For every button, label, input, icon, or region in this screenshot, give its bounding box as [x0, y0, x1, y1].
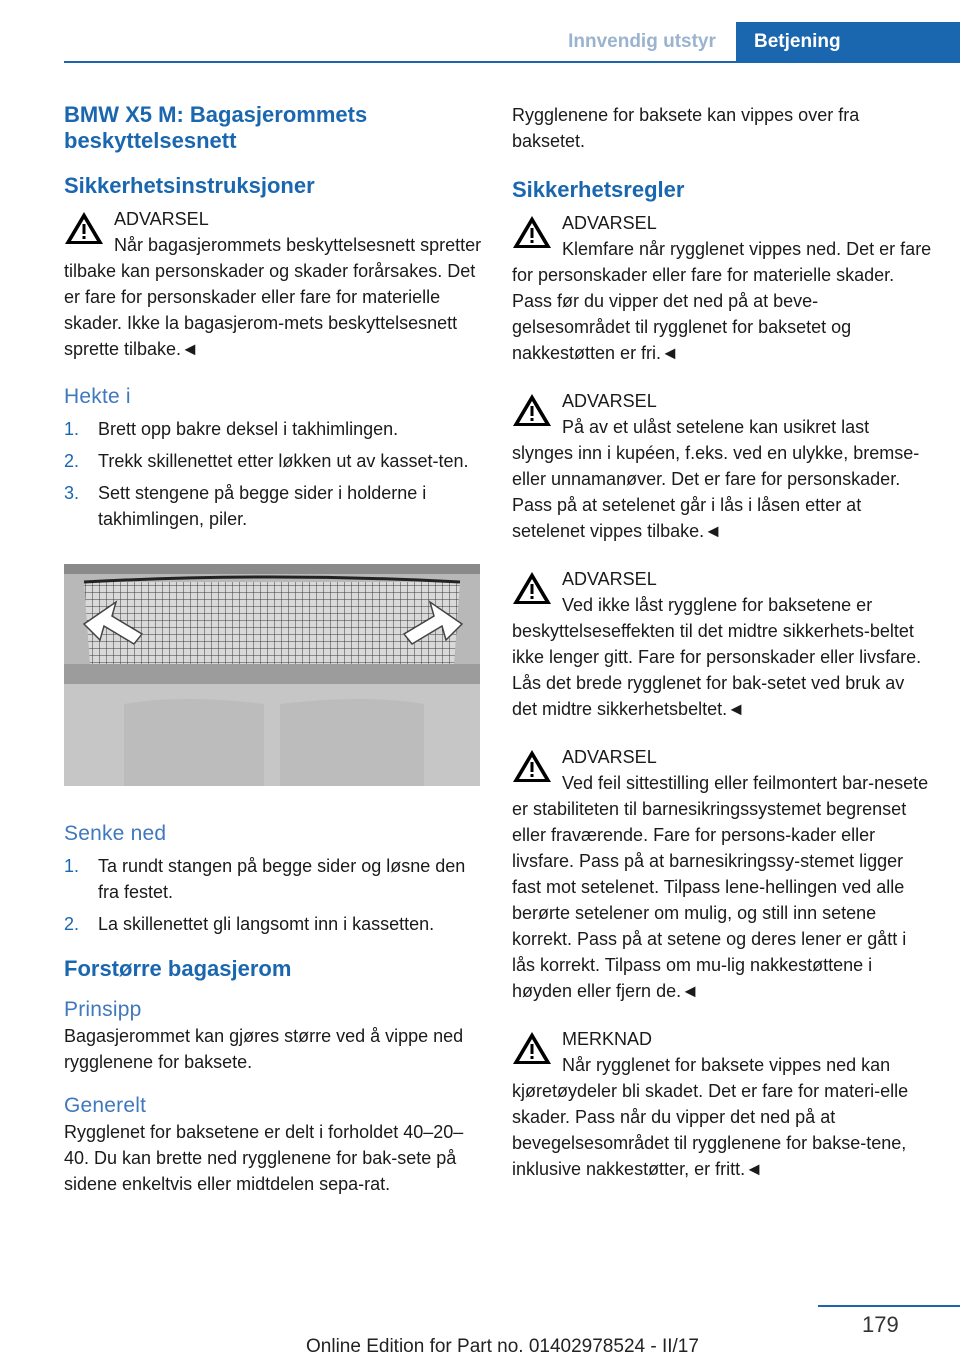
warning-text: Klemfare når rygglenet vippes ned. Det er fare for personskader eller fare for materielle skader. Pass før du vipper det ned på at beve-gelsesområdet til rygglenet for baksetet og nakkestøtten er fri.◄ [512, 239, 932, 363]
heading-safety: Sikkerhetsinstruksjoner [64, 173, 315, 198]
warning-block [512, 210, 932, 366]
notice-label: MERKNAD [562, 1029, 653, 1049]
warning-icon [512, 1030, 552, 1066]
heading-hook: Hekte i [64, 385, 131, 408]
warning-label: ADVARSEL [562, 569, 657, 589]
list-item: 1. Ta rundt stangen på begge sider og løsne den fra festet. [64, 856, 466, 902]
heading-lower: Senke ned [64, 822, 167, 845]
warning-icon [512, 570, 552, 606]
principle-text: Bagasjerommet kan gjøres større ved å vippe ned rygglenene for baksete. [64, 1026, 464, 1072]
list-item: 2. Trekk skillenettet etter løkken ut av kasset-ten. [64, 451, 469, 471]
warning-block [512, 566, 932, 722]
warning-block [512, 388, 932, 544]
page-number: 179 [862, 1312, 899, 1337]
warning-icon [64, 210, 104, 246]
heading-general: Generelt [64, 1094, 147, 1117]
warning-block [512, 744, 932, 1004]
warning-icon [512, 392, 552, 428]
warning-text: Ved ikke låst rygglene for baksetene er beskyttelseseffekten til det midtre sikkerhets-beltet ikke lenger gitt. Fare for personskader eller livsfare. Lås det brede rygglenet for bak-setet ved bruk av det midtre sikkerhetsbeltet.◄ [512, 595, 922, 719]
warning-label: ADVARSEL [562, 213, 657, 233]
intro-text: Rygglenene for baksete kan vippes over fra baksetet. [512, 105, 860, 151]
notice-text: Når rygglenet for baksete vippes ned kan kjøretøydeler bli skadet. Det er fare for materi-elle skader. Pass når du vipper det ned på at bevegelsesområdet til rygglenene for bakse-tene, inklusive nakkestøtter, er fritt.◄ [512, 1055, 909, 1179]
hook-steps [64, 416, 482, 532]
warning-label: ADVARSEL [114, 209, 209, 229]
heading-rules: Sikkerhetsregler [512, 177, 685, 202]
luggage-net-photo [64, 564, 480, 786]
notice-block [512, 1026, 932, 1182]
warning-icon [512, 748, 552, 784]
left-column [64, 102, 482, 1197]
tab-betjening[interactable]: Betjening [736, 22, 960, 62]
list-item: 2. La skillenettet gli langsomt inn i kassetten. [64, 914, 435, 934]
list-item: 3. Sett stengene på begge sider i holderne i takhimlingen, piler. [64, 483, 427, 529]
right-column [512, 102, 932, 1204]
edition-line: Online Edition for Part no. 01402978524 - II/17 [306, 1336, 699, 1357]
lower-steps [64, 853, 482, 937]
warning-label: ADVARSEL [562, 747, 657, 767]
list-item: 1. Brett opp bakre deksel i takhimlingen. [64, 419, 399, 439]
warning-label: ADVARSEL [562, 391, 657, 411]
warning-block [64, 206, 482, 362]
warning-icon [512, 214, 552, 250]
warning-text: Ved feil sittestilling eller feilmontert bar-nesete er stabiliteten til barnesikringssystemet begrenset eller fraværende. Fare for persons-kader eller livsfare. Pass på at barnesikringssy-stemet ligger fast mot setelenet. Tilpass lene-hellingen ved alle berørte setelener om mulig, og still inn setene korrekt. Pass på at setene og deres lener er gått i lås korrekt. Tilpass om mu-lig nakkestøttene i høyden eller fjern de.◄ [512, 773, 929, 1001]
general-text: Rygglenet for baksetene er delt i forholdet 40–20–40. Du kan brette ned rygglenene for bak-sete på sidene enkeltvis eller midtdelen sepa-rat. [64, 1122, 464, 1194]
page-title: BMW X5 M: Bagasjerommets beskyttelsesnett [64, 102, 368, 153]
tab-innvendig-utstyr[interactable]: Innvendig utstyr [568, 31, 716, 52]
heading-principle: Prinsipp [64, 998, 142, 1021]
heading-enlarge: Forstørre bagasjerom [64, 956, 292, 981]
header-rule [64, 61, 960, 63]
footer-rule [818, 1305, 960, 1307]
warning-text: På av et ulåst setelene kan usikret last slynges inn i kupéen, f.eks. ved en ulykke, bremse- eller unnamanøver. Det er fare for personskader. Pass på at setelenet går i lås i låsen etter at setelenet vippes tilbake.◄ [512, 417, 920, 541]
warning-text: Når bagasjerommets beskyttelsesnett spretter tilbake kan personskader og skader forårsakes. Det er fare for personskader eller fare for materielle skader. Ikke la bagasjerom-mets beskyttelsesnett sprette tilbake.◄ [64, 235, 482, 359]
